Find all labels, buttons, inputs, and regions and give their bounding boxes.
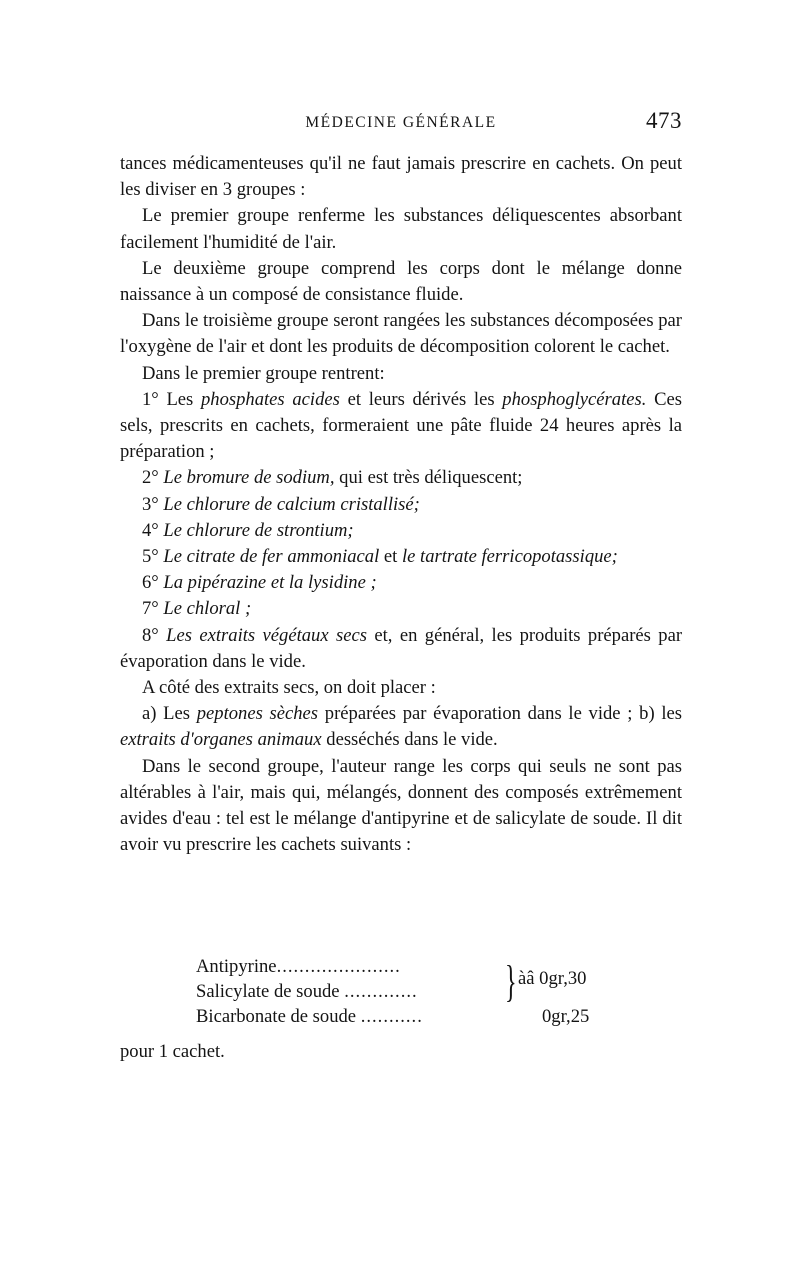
formula-line [196, 956, 401, 978]
paragraph: Le premier groupe renferme les substances déliquescentes absorbant facilement l'humidité de l'air. [120, 205, 682, 253]
leader-dots: ............. [344, 981, 418, 1002]
item-number: 7° [142, 598, 159, 620]
item-number: 1° [142, 388, 159, 410]
italic-term: Les extraits végétaux secs [166, 624, 367, 646]
ingredient-name: Salicylate de soude [196, 981, 340, 1002]
italic-term: Le chlorure de calcium cristallisé; [163, 493, 420, 515]
leader-dots: ...................... [276, 956, 401, 977]
paragraph: Dans le second groupe, l'auteur range les corps qui seuls ne sont pas altérables à l'air, mais qui, mélangés, donnent des composés extrêmement avides d'eau : tel est le mélange d'antipyrine et de salicylate de soude. Il dit avoir vu prescrire les cachets suivants : [120, 755, 682, 856]
list-item: 8° Les extraits végétaux secs et, en général, les produits préparés par évaporation dans le vide. [120, 624, 683, 672]
item-number: 2° [142, 467, 159, 489]
italic-term: extraits d'organes animaux [120, 729, 322, 751]
paragraph: A côté des extraits secs, on doit placer : [142, 677, 436, 699]
leader-dots: ........... [360, 1006, 423, 1027]
list-item [120, 570, 682, 596]
list-item: 5° Le citrate de fer ammoniacal et le tartrate ferricopotassique; [142, 546, 618, 568]
paragraph: Dans le premier groupe rentrent: [142, 362, 385, 384]
list-item: 1° Les phosphates acides et leurs dérivés les phosphoglycérates. Ces sels, prescrits en cachets, formeraient une pâte fluide 24 heures après la préparation ; [120, 388, 682, 463]
list-item [120, 596, 682, 622]
list-item [120, 492, 682, 518]
item-number: 4° [142, 519, 159, 541]
italic-term: phosphates acides [201, 388, 340, 410]
body-text [120, 151, 682, 858]
formula-line [196, 1006, 423, 1028]
paragraph: tances médicamenteuses qu'il ne faut jamais prescrire en cachets. On peut les diviser en 3 groupes : [120, 153, 682, 201]
italic-term: peptones sèches [196, 703, 319, 725]
shared-dose: àâ 0gr,30 [518, 968, 587, 989]
item-number: 3° [142, 493, 159, 515]
prescription-formula [196, 956, 616, 1032]
paragraph: a) Les peptones sèches préparées par évaporation dans le vide ; b) les extraits d'organes animaux desséchés dans le vide. [120, 703, 682, 751]
closing-line: pour 1 cachet. [120, 1041, 225, 1062]
running-title: MÉDECINE GÉNÉRALE [305, 114, 497, 131]
ingredient-name: Bicarbonate de soude [196, 1006, 357, 1027]
item-number: 5° [142, 546, 159, 568]
italic-term: La pipérazine et la lysidine ; [163, 572, 377, 594]
item-number: 8° [142, 624, 159, 646]
italic-term: Le chloral ; [163, 598, 252, 620]
list-item [120, 518, 682, 544]
italic-term: Le bromure de sodium, [163, 467, 335, 489]
page-header [120, 108, 682, 138]
italic-term: Le citrate de fer ammoniacal [163, 546, 380, 568]
dose: 0gr,25 [542, 1006, 590, 1027]
italic-term: Le chlorure de strontium; [163, 519, 354, 541]
italic-term: le tartrate ferricopotassique; [401, 546, 618, 568]
item-number: 6° [142, 572, 159, 594]
formula-line [196, 981, 418, 1003]
italic-term: phosphoglycérates. [502, 388, 647, 410]
paragraph: Le deuxième groupe comprend les corps dont le mélange donne naissance à un composé de consistance fluide. [120, 257, 682, 306]
paragraph: Dans le troisième groupe seront rangées les substances décomposées par l'oxygène de l'air et dont les produits de décomposition colorent le cachet. [120, 310, 682, 358]
page-number: 473 [646, 108, 682, 133]
ingredient-name: Antipyrine [196, 956, 277, 977]
grouping-brace: } [505, 957, 517, 1006]
list-item: 2° Le bromure de sodium, qui est très déliquescent; [142, 467, 523, 489]
